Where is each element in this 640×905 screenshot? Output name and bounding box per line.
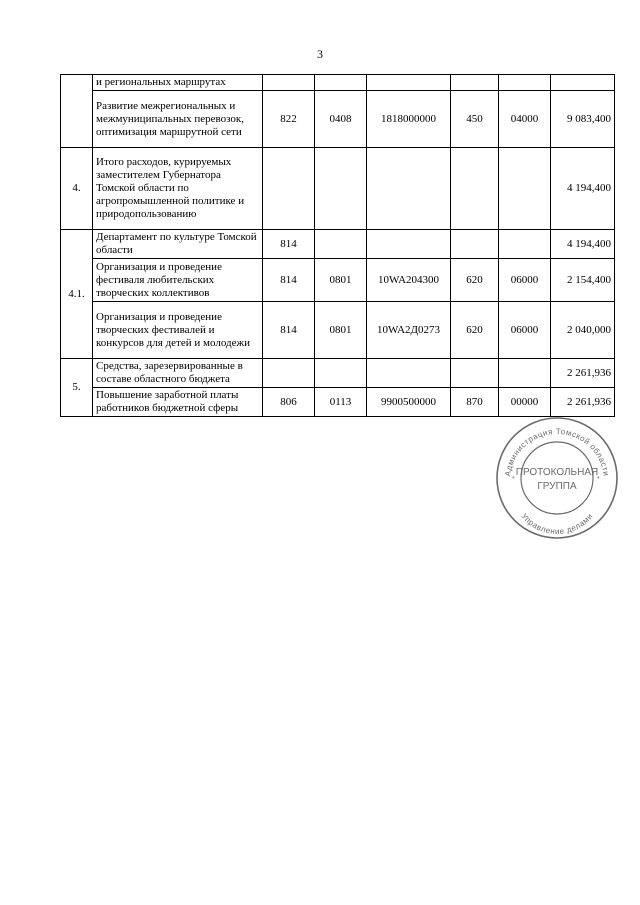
admin-code: 814 (263, 230, 315, 259)
purpose-code: 06000 (499, 259, 551, 302)
page-number: 3 (317, 47, 323, 61)
section-code: 0801 (315, 302, 367, 359)
amount (551, 75, 615, 91)
target-article-code: 9900500000 (367, 388, 451, 417)
amount: 2 040,000 (551, 302, 615, 359)
row-description: Средства, зарезервированные в составе областного бюджета (93, 359, 263, 388)
row-description: Итого расходов, курируемых заместителем Губернатора Томской области по агропромышленной политике и природопользованию (93, 148, 263, 230)
purpose-code (499, 148, 551, 230)
stamp-ring-text-bottom: Управление делами (519, 511, 595, 537)
amount: 9 083,400 (551, 91, 615, 148)
section-code: 0408 (315, 91, 367, 148)
expense-type-code: 620 (451, 302, 499, 359)
section-code (315, 148, 367, 230)
purpose-code (499, 359, 551, 388)
section-code (315, 230, 367, 259)
expense-type-code (451, 230, 499, 259)
row-description: Повышение заработной платы работников бюджетной сферы (93, 388, 263, 417)
stamp-ring-text-top: Администрация Томской области (503, 426, 611, 477)
section-code (315, 75, 367, 91)
row-number: 4.1. (61, 230, 93, 359)
purpose-code (499, 230, 551, 259)
amount: 2 261,936 (551, 359, 615, 388)
row-description: Развитие межрегиональных и межмуниципальных перевозок, оптимизация маршрутной сети (93, 91, 263, 148)
table-row (61, 359, 615, 388)
target-article-code: 10WA204300 (367, 259, 451, 302)
target-article-code: 1818000000 (367, 91, 451, 148)
budget-table (60, 74, 615, 417)
row-description: Департамент по культуре Томской области (93, 230, 263, 259)
admin-code: 822 (263, 91, 315, 148)
table-row (61, 230, 615, 259)
expense-type-code (451, 359, 499, 388)
expense-type-code: 620 (451, 259, 499, 302)
expense-type-code (451, 148, 499, 230)
stamp-center-line2: ГРУППА (537, 481, 577, 492)
expense-type-code: 450 (451, 91, 499, 148)
official-stamp-icon (494, 415, 620, 541)
row-description: и региональных маршрутах (93, 75, 263, 91)
section-code (315, 359, 367, 388)
expense-type-code (451, 75, 499, 91)
target-article-code (367, 359, 451, 388)
purpose-code: 00000 (499, 388, 551, 417)
table-row (61, 148, 615, 230)
admin-code (263, 148, 315, 230)
target-article-code (367, 148, 451, 230)
admin-code (263, 359, 315, 388)
target-article-code (367, 230, 451, 259)
row-number: 4. (61, 148, 93, 230)
amount: 2 154,400 (551, 259, 615, 302)
target-article-code: 10WA2Д0273 (367, 302, 451, 359)
purpose-code: 04000 (499, 91, 551, 148)
purpose-code: 06000 (499, 302, 551, 359)
row-description: Организация и проведение творческих фестивалей и конкурсов для детей и молодежи (93, 302, 263, 359)
table-row (61, 91, 615, 148)
row-number (61, 75, 93, 148)
table-row (61, 75, 615, 91)
stamp-center-line1: ПРОТОКОЛЬНАЯ (515, 467, 599, 478)
section-code: 0113 (315, 388, 367, 417)
amount: 4 194,400 (551, 148, 615, 230)
row-description: Организация и проведение фестиваля любительских творческих коллективов (93, 259, 263, 302)
admin-code: 806 (263, 388, 315, 417)
section-code: 0801 (315, 259, 367, 302)
admin-code (263, 75, 315, 91)
table-row (61, 388, 615, 417)
purpose-code (499, 75, 551, 91)
stamp-star-icon: * (597, 476, 600, 483)
admin-code: 814 (263, 259, 315, 302)
admin-code: 814 (263, 302, 315, 359)
target-article-code (367, 75, 451, 91)
table-row (61, 259, 615, 302)
amount: 2 261,936 (551, 388, 615, 417)
stamp-star-icon: * (512, 476, 515, 483)
expense-type-code: 870 (451, 388, 499, 417)
amount: 4 194,400 (551, 230, 615, 259)
table-row (61, 302, 615, 359)
row-number: 5. (61, 359, 93, 417)
